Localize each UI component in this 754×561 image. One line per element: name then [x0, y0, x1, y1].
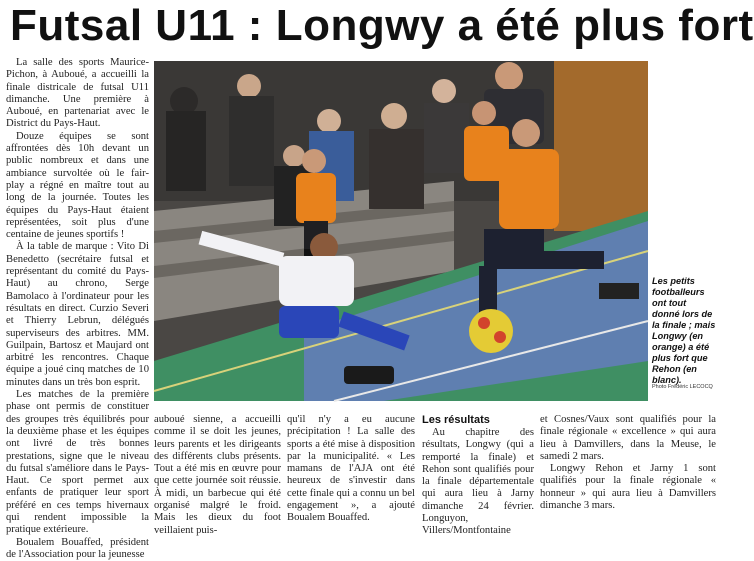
paragraph: Douze équipes se sont affrontées dès 10h devant un public nombreux et dans une ambiance survoltée où le fair-play a régné en maître tout au long de la journée. Toutes les équipes du Pays-Haut étaient représentées, soit plus d'une centaine de jeunes sportifs !: [6, 130, 149, 241]
paragraph: et Cosnes/Vaux sont qualifiés pour la finale régionale « excellence » qui aura lieu à Damvillers, dans la Meuse, le samedi 2 mars.: [540, 414, 716, 462]
results-subhead: Les résultats: [422, 414, 490, 426]
article-headline: Futsal U11 : Longwy a été plus fort: [10, 1, 754, 50]
paragraph: auboué sienne, a accueilli comme il se doit les jeunes, leurs parents et les dirigeants des différents clubs présents. Tout a été mis en œuvre pour que cette journée soit réussie. À midi, un barbecue qui été organisé malgré le froid. Mais les dieux du foot veillaient puis-: [154, 414, 281, 536]
photo-credit: Photo Frédéric LECOCQ: [652, 384, 713, 390]
article-column-2: [154, 414, 281, 536]
paragraph: Au chapitre des résultats, Longwy (qui a remporté la finale) et Rehon sont qualifiés pour la finale départementale qui aura lieu à Jarny dimanche 24 février. Longuyon, Villers/Montfontaine: [422, 427, 534, 537]
paragraph: La salle des sports Maurice-Pichon, à Auboué, a accueilli la finale districale de futsal U11 dimanche. Une première à Auboué, en partenariat avec le District du Pays-Haut.: [6, 57, 149, 130]
paragraph: Boualem Bouaffed, président de l'Association pour la jeunesse: [6, 536, 149, 560]
article-column-5: [540, 414, 716, 512]
paragraph: À la table de marque : Vito Di Benedetto (secrétaire futsal et représentant du comité du Pays-Haut) au chrono, Serge Bamolaco à l'ordinateur pour les résultats en direct. Curzio Severi et Thierry Lebrun, délégués superviseurs des arbitres. MM. Guilpain, Bartosz et Maujard ont arbitré les rencontres. Chaque équipe a joué cinq matches de 10 minutes dans un très bon esprit.: [6, 241, 149, 388]
article-column-4: [422, 414, 534, 537]
paragraph: Les matches de la première phase ont permis de constituer des groupes très équilibrés pour la deuxième phase et les équipes ont livré de très bonnes prestations, signe que le niveau du futsal s'améliore dans le Pays-Haut. Ce sport permet aux enfants de pratiquer leur sport préféré en ces temps hivernaux qui rendent impossible la pratique extérieure.: [6, 389, 149, 536]
photo-caption: Les petits footballeurs ont tout donné lors de la finale ; mais Longwy (en orange) a été plus fort que Rehon (en blanc).: [652, 276, 716, 385]
article-column-3: [287, 414, 415, 524]
match-photo: [154, 61, 648, 401]
paragraph: Longwy Rehon et Jarny 1 sont qualifiés pour la finale régionale « honneur » qui aura lieu à Damvillers dimanche 3 mars.: [540, 463, 716, 512]
paragraph: qu'il n'y a eu aucune précipitation ! La salle des sports a été mise à disposition par la municipalité. « Les mamans de l'AJA ont été heureux de s'investir dans cette finale qui a connu un bel engagement », a ajouté Boualem Bouaffed.: [287, 414, 415, 524]
article-column-left: [6, 57, 149, 560]
